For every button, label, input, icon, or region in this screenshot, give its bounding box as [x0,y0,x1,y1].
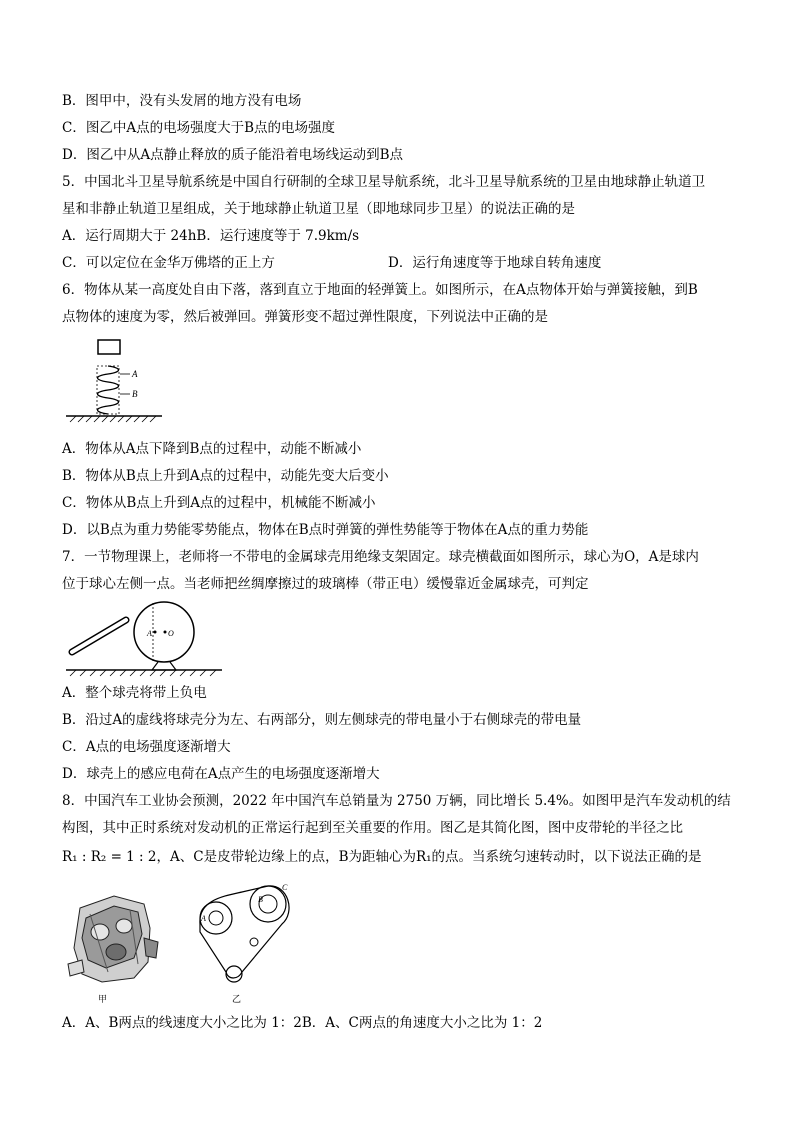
point-a [154,631,157,634]
engine-figure [64,888,164,1006]
q4-option-b: B．图甲中，没有头发屑的地方没有电场 [62,93,302,109]
ground-hatching [70,416,156,422]
q7-stem-line2: 位于球心左侧一点。当老师把丝绸摩擦过的玻璃棒（带正电）缓慢靠近金属球壳，可判定 [62,576,589,592]
q6-option-d: D．以B点为重力势能零势能点，物体在B点时弹簧的弹性势能等于物体在A点的重力势能 [62,522,589,538]
label-jia: 甲 [98,994,108,1004]
center-o [164,631,167,634]
ground-hatching [70,670,216,676]
label-yi: 乙 [232,994,242,1004]
q6-option-a: A．物体从A点下降到B点的过程中，动能不断减小 [62,441,362,457]
belt-drive-figure [192,882,298,1006]
q8-stem-line2: 构图，其中正时系统对发动机的正常运行起到至关重要的作用。图乙是其简化图，图中皮带轮的半径之比 [62,820,683,836]
pulley-2 [250,886,286,922]
q6-option-c: C．物体从B点上升到A点的过程中，机械能不断减小 [62,495,376,511]
q8-option-ab: A．A、B两点的线速度大小之比为 1：2B．A、C两点的角速度大小之比为 1：2 [62,1015,543,1031]
q8-stem-line3: R₁ : R₂ = 1 : 2，A、C是皮带轮边缘上的点，B为距轴心为R₁的点。当系统匀速转动时，以下说法正确的是 [62,849,702,865]
crank-pulley [226,966,242,982]
label-b: B [258,895,263,904]
spring-coil [98,366,119,414]
q5-stem-line2: 星和非静止轨道卫星组成，关于地球静止轨道卫星（即地球同步卫星）的说法正确的是 [62,201,575,217]
q5-stem-line1: 5．中国北斗卫星导航系统是中国自行研制的全球卫星导航系统，北斗卫星导航系统的卫星由地球静止轨道卫 [62,174,706,190]
q6-stem-line1: 6．物体从某一高度处自由下落，落到直立于地面的轻弹簧上。如图所示，在A点物体开始与弹簧接触，到B [62,282,698,298]
insulating-stand [152,662,176,670]
q7-option-d: D．球壳上的感应电荷在A点产生的电场强度逐渐增大 [62,766,380,782]
q7-option-a: A．整个球壳将带上负电 [62,685,207,701]
q5-option-ab: A．运行周期大于 24hB．运行速度等于 7.9km/s [62,228,360,244]
label-b: B [132,389,138,399]
engine-block [68,896,158,982]
falling-block [98,340,120,354]
q7-option-b: B．沿过A的虚线将球壳分为左、右两部分，则左侧球壳的带电量小于右侧球壳的带电量 [62,712,582,728]
q6-option-b: B．物体从B点上升到A点的过程中，动能先变大后变小 [62,468,389,484]
q6-stem-line2: 点物体的速度为零，然后被弹回。弹簧形变不超过弹性限度，下列说法中正确的是 [62,309,548,325]
label-a: A [147,629,152,638]
label-c: C [282,883,288,892]
sphere-figure [64,600,224,678]
q8-stem-line1: 8．中国汽车工业协会预测，2022 年中国汽车总销量为 2750 万辆，同比增长 5.4%。如图甲是汽车发动机的结 [62,793,731,809]
label-o: O [168,629,174,638]
q4-option-c: C．图乙中A点的电场强度大于B点的电场强度 [62,120,335,136]
label-a: A [132,369,138,379]
q4-option-d: D．图乙中从A点静止释放的质子能沿着电场线运动到B点 [62,147,403,163]
spring-figure [64,336,164,426]
q7-stem-line1: 7．一节物理课上，老师将一不带电的金属球壳用绝缘支架固定。球壳横截面如图所示，球心为O，A是球内 [62,549,699,565]
label-a: A [201,914,206,923]
q5-option-d: D．运行角速度等于地球自转角速度 [388,255,602,271]
q5-option-c: C．可以定位在金华万佛塔的正上方 [62,255,275,271]
idler-pulley [250,938,258,946]
q7-option-c: C．A点的电场强度逐渐增大 [62,739,231,755]
